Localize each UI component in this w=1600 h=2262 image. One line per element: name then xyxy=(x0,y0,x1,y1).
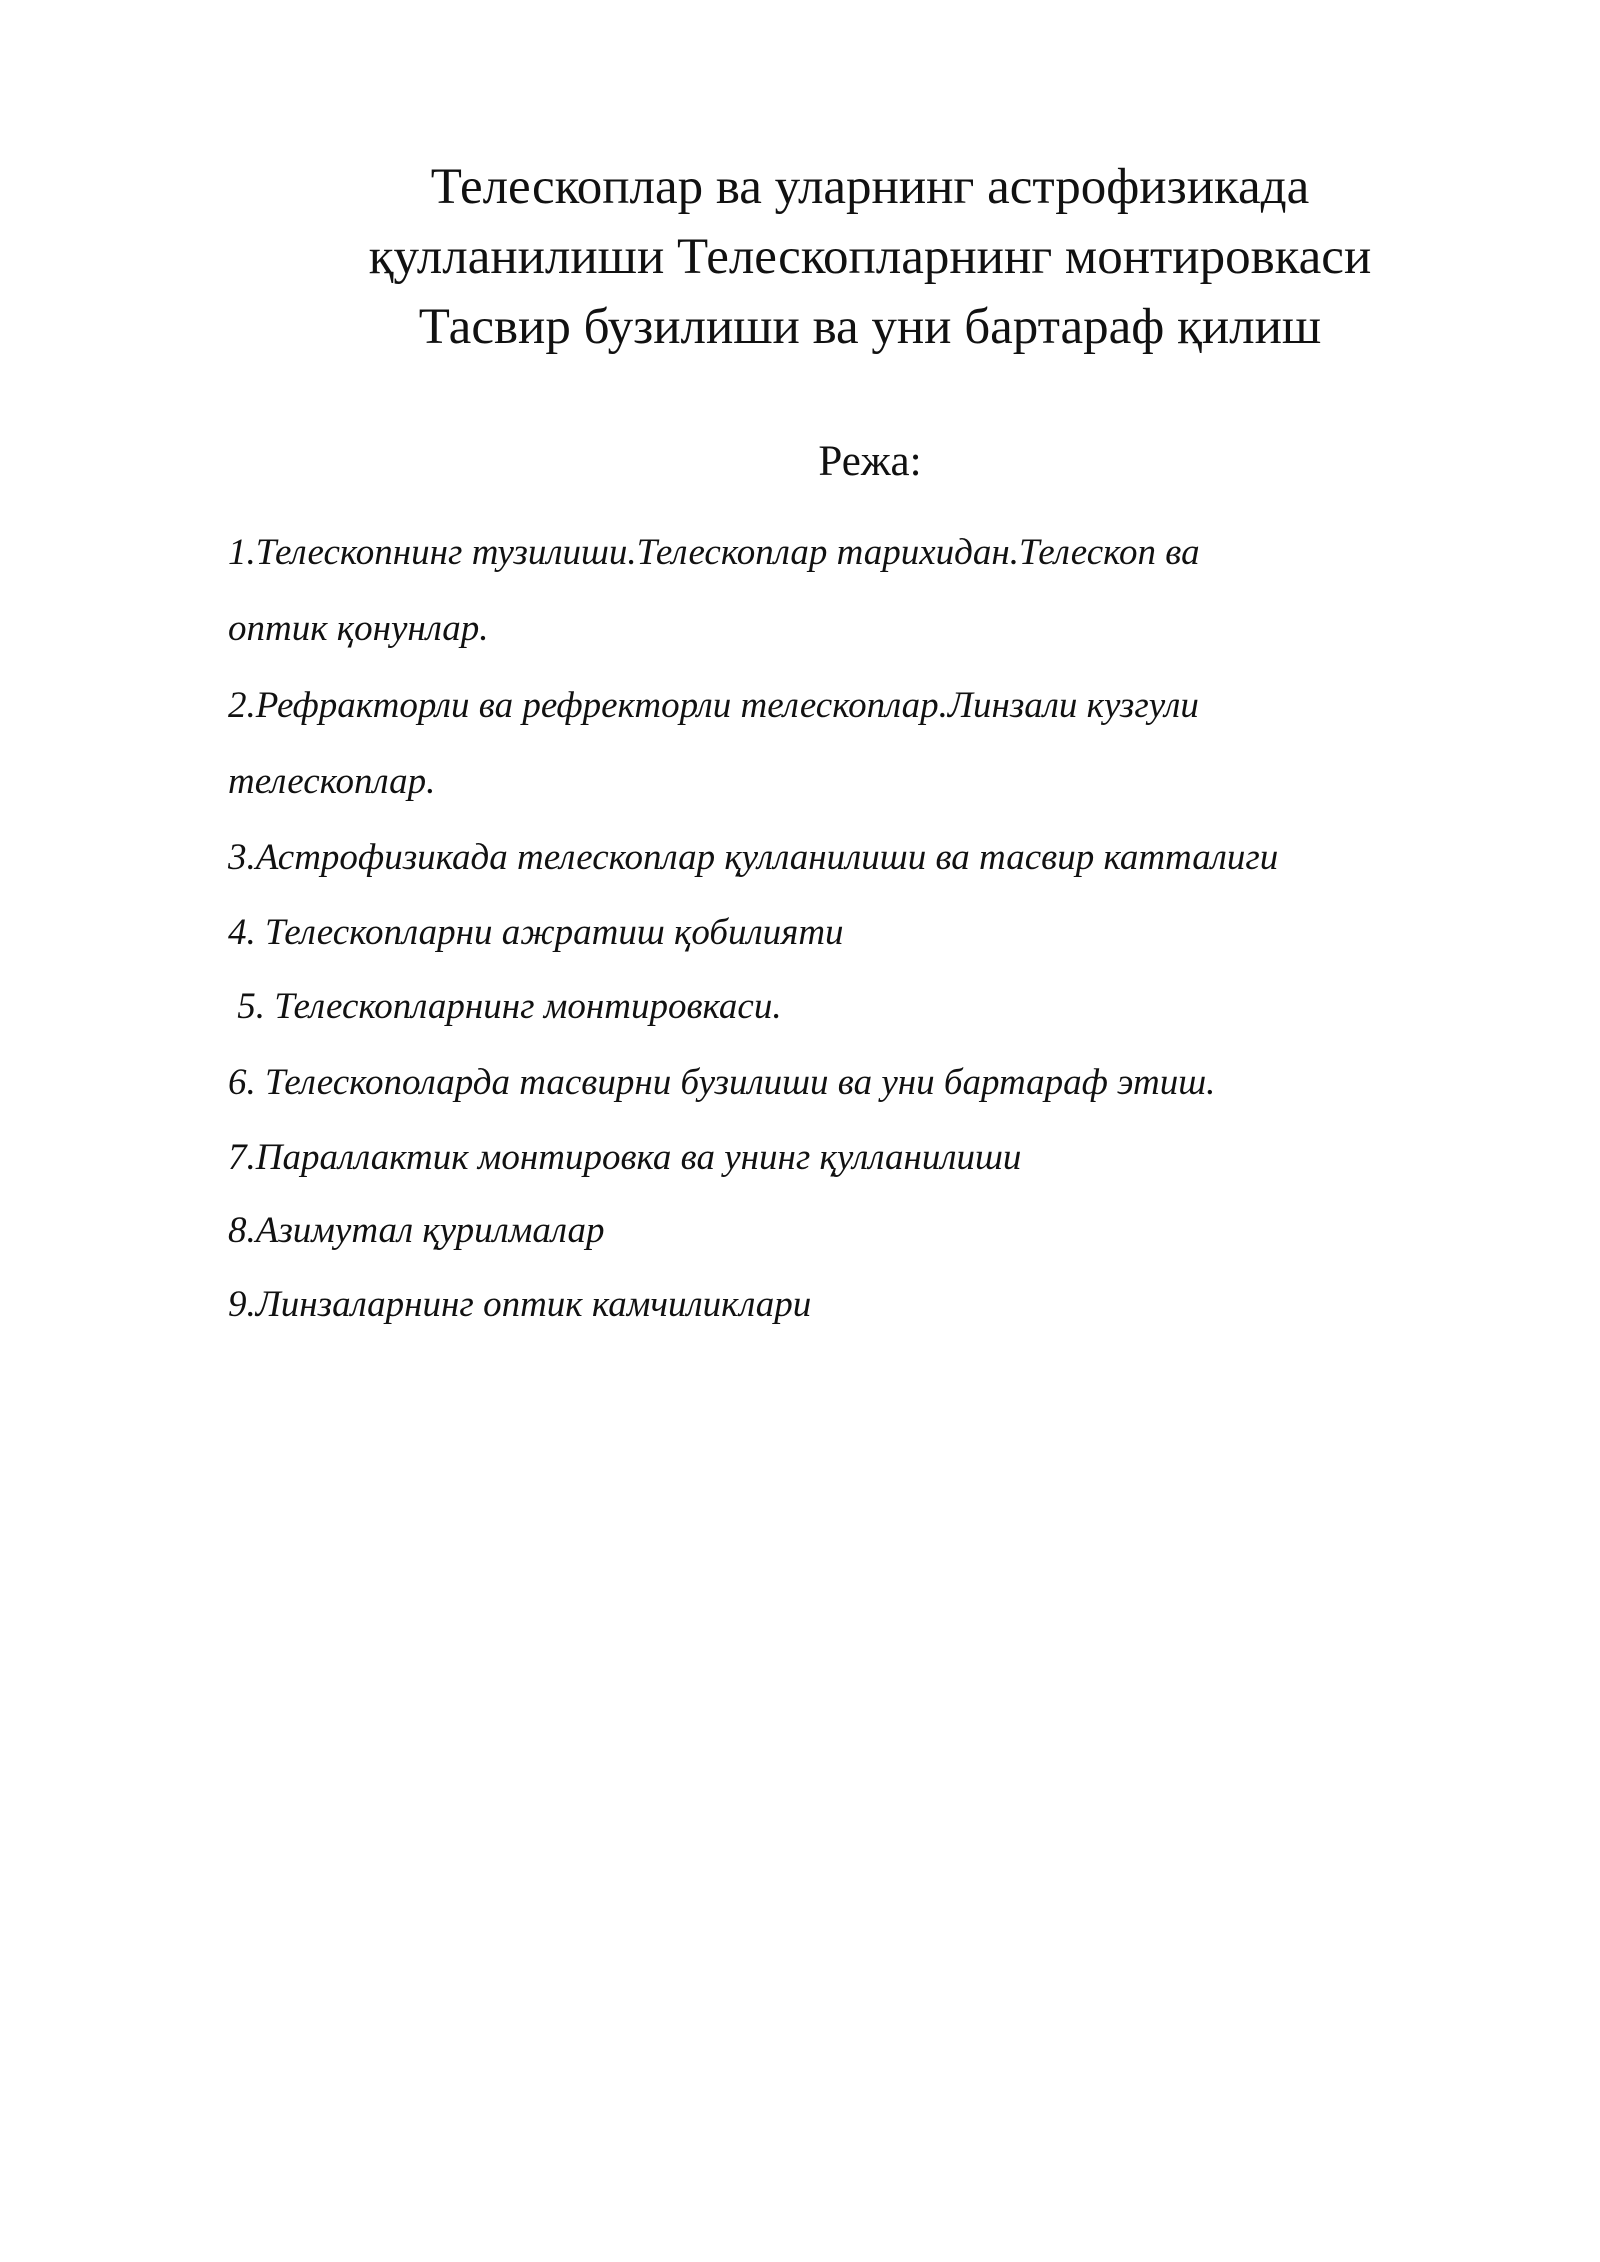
title-line-2: қулланилиши Телескопларнинг монтировкаси xyxy=(368,229,1372,285)
plan-item-2-line-1: 2.Рефракторли ва рефректорли телескоплар.Линзали кузгули xyxy=(228,685,1199,726)
plan-item-9: 9.Линзаларнинг оптик камчиликлари xyxy=(228,1284,812,1325)
title-line-1: Телескоплар ва уларнинг астрофизикада xyxy=(430,159,1310,215)
plan-heading: Режа: xyxy=(818,438,922,485)
plan-item-4: 4. Телескопларни ажратиш қобилияти xyxy=(228,912,844,953)
plan-item-2-line-2: телескоплар. xyxy=(228,761,436,802)
plan-item-8: 8.Азимутал қурилмалар xyxy=(228,1210,605,1251)
plan-item-7: 7.Параллактик монтировка ва унинг қулланилиши xyxy=(228,1137,1022,1178)
plan-item-5: 5. Телескопларнинг монтировкаси. xyxy=(228,986,782,1027)
document-title xyxy=(210,152,1530,362)
plan-item-3: 3.Астрофизикада телескоплар қулланилиши ва тасвир катталиги xyxy=(228,837,1279,878)
title-line-3: Тасвир бузилиши ва уни бартараф қилиш xyxy=(418,299,1322,355)
plan-item-1-line-2: оптик қонунлар. xyxy=(228,608,489,649)
plan-item-6: 6. Телескополарда тасвирни бузилиши ва уни бартараф этиш. xyxy=(228,1062,1216,1103)
plan-item-1-line-1: 1.Телескопнинг тузилиши.Телескоплар тарихидан.Телескоп ва xyxy=(228,532,1200,573)
